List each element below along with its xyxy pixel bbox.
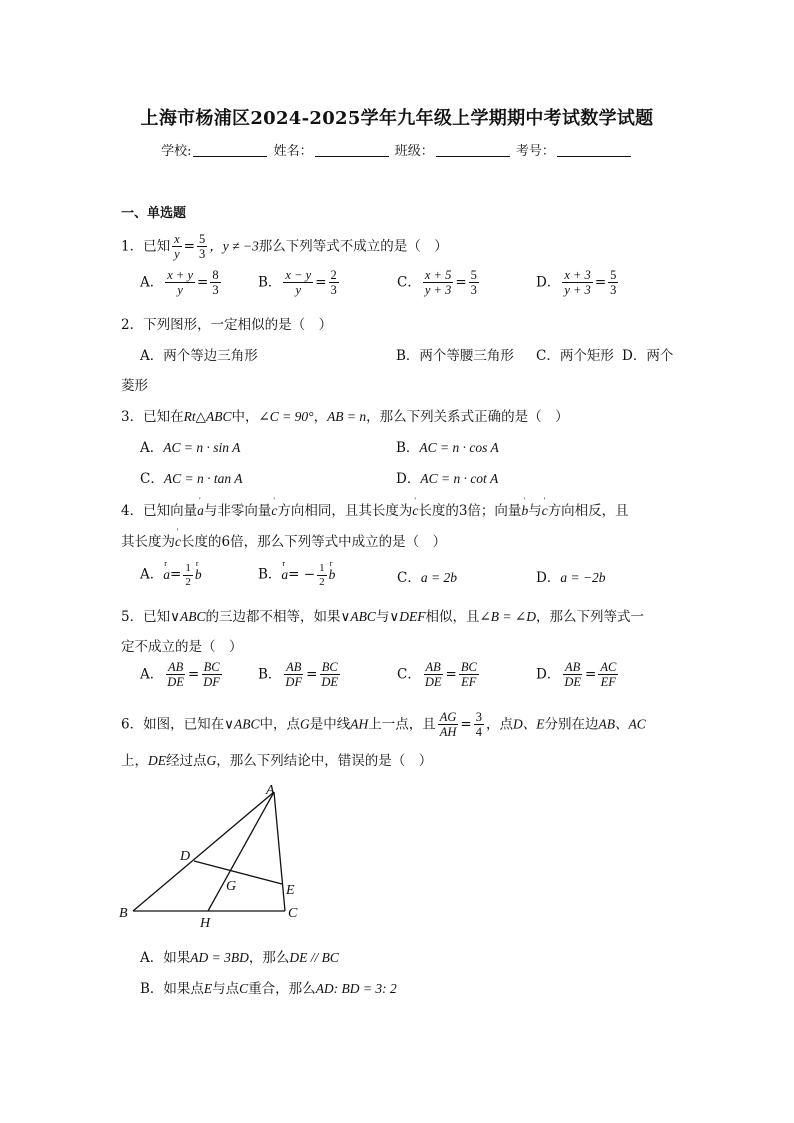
page-title: 上海市杨浦区2024-2025学年九年级上学期期中考试数学试题 <box>140 108 654 129</box>
q1-cond-rhs <box>197 232 207 262</box>
frac-num: x + 3 <box>564 268 591 282</box>
point-c: C <box>239 981 249 996</box>
frac-num: BC <box>460 660 477 674</box>
frac-den: y <box>295 283 302 298</box>
q6-text: ，那么下列结论中，错误的是（ ） <box>216 753 433 769</box>
name-blank <box>315 144 389 157</box>
q6-text: 6．如图，已知在 <box>121 716 225 733</box>
label-d: D <box>180 849 191 864</box>
question-4-stem-line1 <box>121 499 629 519</box>
q3-tail: ，那么下列关系式正确的是（ ） <box>366 409 569 425</box>
vector-c: ' c <box>412 503 418 519</box>
frac-den: DE <box>167 675 184 690</box>
q1-rhs-num: 5 <box>198 232 206 246</box>
option-label: D． <box>536 666 561 683</box>
option-label: B．如果点 <box>140 981 204 997</box>
frac-num: 1 <box>185 562 191 574</box>
q4-option-a[interactable] <box>140 562 202 588</box>
vector-a: r a <box>281 567 288 583</box>
option-label: A． <box>140 566 164 583</box>
frac-den: 3 <box>330 283 337 298</box>
option-label: D． <box>396 471 421 487</box>
option-text: ，那么 <box>248 950 290 966</box>
label-a: A <box>266 783 275 798</box>
frac-num: AB <box>286 660 302 674</box>
side-ac <box>274 792 285 911</box>
fraction <box>459 660 479 690</box>
q5-option-b[interactable]: B． $\frac{AB}{DF}$ = $\frac{BC}{DE}$ <box>258 660 339 690</box>
option-label: A． <box>140 274 164 291</box>
vector-b: r b <box>329 567 336 583</box>
class-label: 班级： <box>394 144 434 159</box>
q5-text: 的三边都不相等，如果 <box>205 609 341 625</box>
vector-c: ' c <box>542 503 548 519</box>
triangle-abc: ∨ABC <box>224 716 260 732</box>
q1-rhs-den: 3 <box>198 247 206 262</box>
eq: = <box>170 566 182 583</box>
q4-text: 与非零向量 <box>203 503 272 519</box>
segment-de: DE <box>148 753 166 768</box>
school-label: 学校: <box>161 144 192 159</box>
frac-num: x − y <box>285 268 312 282</box>
label-h: H <box>200 916 211 931</box>
frac-num: AB <box>167 660 184 674</box>
q4-text: 方向相同，且其长度为 <box>277 503 413 519</box>
q2-option-a[interactable]: A．两个等边三角形 <box>140 348 258 364</box>
option-fraction <box>165 268 195 298</box>
frac-den: AH <box>439 725 457 740</box>
frac-den: DE <box>424 675 442 690</box>
point-e: E <box>203 981 213 996</box>
question-3-stem <box>121 405 569 425</box>
frac-den: 3 <box>212 283 219 298</box>
q2-option-b[interactable]: B．两个等腰三角形 <box>396 348 514 364</box>
frac-num: AB <box>425 660 441 674</box>
label-g: G <box>226 879 237 894</box>
q4-text: 长度的3倍；向量 <box>418 503 522 519</box>
q3-ab: AB = n <box>327 409 367 424</box>
vector-a: ' a <box>197 503 204 519</box>
q1-cond2: ，y ≠ −3 <box>209 238 259 254</box>
q4-text: 4．已知向量 <box>121 503 198 519</box>
option-label: B． <box>258 666 282 683</box>
q4-text: 其长度为 <box>121 534 175 550</box>
name-label: 姓名： <box>273 144 313 159</box>
frac-num: 3 <box>475 710 482 724</box>
option-fraction <box>423 268 453 298</box>
q6-option-a[interactable] <box>140 946 339 966</box>
question-5-stem-line2: 定不成立的是（ ） <box>121 639 243 655</box>
label-c: C <box>288 906 298 921</box>
frac-den: 3 <box>470 283 477 298</box>
option-text: 重合，那么 <box>248 981 316 997</box>
option-rhs <box>329 268 339 298</box>
option-label: B． <box>396 440 420 456</box>
option-label: A．如果 <box>140 950 191 966</box>
q1-lead: 1．已知 <box>121 238 171 255</box>
option-label: C． <box>397 666 421 683</box>
option-rhs <box>210 268 220 298</box>
ratio-fraction <box>438 710 459 740</box>
number-label: 考号： <box>515 144 555 159</box>
segment-ah: AH <box>350 716 369 732</box>
fraction <box>283 660 304 690</box>
frac-den: y <box>177 283 183 298</box>
option-fraction <box>283 268 313 298</box>
ratio-value <box>474 710 484 740</box>
frac-den: 2 <box>319 575 325 588</box>
q2-option-d-wrap: 菱形 <box>121 378 148 394</box>
fraction <box>423 660 444 690</box>
question-5-stem-line1 <box>121 605 644 625</box>
q2-option-d[interactable]: D．两个 <box>622 348 674 364</box>
option-label: B． <box>258 274 282 291</box>
q5-text: 相似，且 <box>425 609 480 625</box>
triangle-abc: ∨ABC <box>170 609 206 624</box>
fraction <box>562 660 583 690</box>
option-text: AC = n · cot A <box>420 471 499 486</box>
q3-lead: 3．已知在 <box>121 409 184 425</box>
option-label: C． <box>397 570 421 586</box>
q1-option-d[interactable]: D． $\frac{x + 3}{y + 3}$ = $\frac{5}{3}$ <box>536 268 617 298</box>
point-g: G <box>299 716 310 732</box>
vector-a: r a <box>163 567 170 583</box>
option-text: AC = n · tan A <box>163 471 243 486</box>
q3-angle: ∠C = 90° <box>258 409 314 424</box>
q6-text: 经过点 <box>166 753 207 769</box>
option-cond: AD = 3BD <box>190 950 249 965</box>
frac-num: 8 <box>212 268 219 282</box>
q1-option-a[interactable]: A． $\frac{x + y}{y}$ = $\frac{8}{3}$ <box>140 268 219 298</box>
option-text: a = 2b <box>420 570 457 585</box>
triangle-figure <box>112 776 312 931</box>
q4-text: 方向相反，且 <box>547 503 629 519</box>
q2-option-c[interactable]: C．两个矩形 <box>536 348 614 364</box>
frac-num: 5 <box>610 268 617 282</box>
option-label: C． <box>397 274 421 291</box>
fraction <box>201 660 222 690</box>
question-2-stem: 2．下列图形，一定相似的是（ ） <box>121 317 333 333</box>
q6-text: 分别在边 <box>544 716 599 733</box>
q6-text: 是中线 <box>309 716 351 733</box>
frac-den: 4 <box>475 725 482 740</box>
option-text: 与点 <box>212 981 240 997</box>
triangle-abc: ∨ABC <box>340 609 376 624</box>
option-result: AD: BD = 3: 2 <box>315 981 397 996</box>
frac-den: 2 <box>185 575 191 588</box>
option-label: D． <box>536 570 561 586</box>
label-e: E <box>286 883 295 898</box>
q5-option-d[interactable]: D． $\frac{AB}{DE}$ = $\frac{AC}{EF}$ <box>536 660 617 690</box>
frac-num: AC <box>600 660 617 674</box>
frac-den: DF <box>285 675 303 690</box>
school-blank <box>193 144 267 157</box>
q5-text: 5．已知 <box>121 609 171 625</box>
triangle-def: ∨DEF <box>389 609 426 624</box>
label-b: B <box>119 906 128 921</box>
q3-mid: 中， <box>231 409 259 425</box>
frac-num: BC <box>203 660 220 674</box>
median-ah <box>208 792 274 911</box>
vector-b: ' b <box>521 503 528 519</box>
half-fraction <box>183 562 193 588</box>
option-label: B． <box>258 566 282 583</box>
frac-num: BC <box>321 660 338 674</box>
sides-ab-ac: AB、AC <box>598 716 646 732</box>
q1-cond-fraction <box>172 232 182 262</box>
q3-sep: ， <box>313 409 328 425</box>
half-fraction <box>317 562 327 588</box>
section-title: 一、单选题 <box>121 206 187 221</box>
q6-text: 上一点，且 <box>368 716 436 733</box>
option-label: D． <box>536 274 561 291</box>
option-label: A． <box>140 440 164 456</box>
q6-option-b[interactable] <box>140 977 397 997</box>
option-text: AC = n · sin A <box>163 440 241 455</box>
option-fraction <box>562 268 592 298</box>
q4-option-b[interactable] <box>258 562 335 588</box>
q1-option-b[interactable]: B． $\frac{x - y}{y}$ = $\frac{2}{3}$ <box>258 268 337 298</box>
points-de: D、E <box>512 716 545 732</box>
q1-cond-num: x <box>174 232 180 246</box>
q3-option-b[interactable] <box>396 436 499 456</box>
frac-num: x + 5 <box>424 268 452 282</box>
side-ab <box>133 792 274 911</box>
frac-num: 5 <box>470 268 477 282</box>
question-6-stem-line1: 6．如图，已知在∨ABC中，点G是中线AH上一点，且 $\frac{AG}{AH}$ = $\frac{3}{4}$ ，点D、E分别在边AB、AC <box>121 710 646 740</box>
frac-num: AB <box>565 660 581 674</box>
q5-option-a[interactable]: A． $\frac{AB}{DE}$ = $\frac{BC}{DF}$ <box>140 660 220 690</box>
number-blank <box>557 144 631 157</box>
vector-c: ' c <box>175 534 181 550</box>
q4-text: 与 <box>528 503 542 519</box>
frac-den: EF <box>600 675 616 690</box>
option-rhs <box>608 268 618 298</box>
option-text: a = −2b <box>560 570 606 585</box>
q3-triangle: Rt△ABC <box>183 409 232 424</box>
q1-tail: 那么下列等式不成立的是（ ） <box>258 238 448 255</box>
q5-text: ，那么下列等式一 <box>535 609 644 625</box>
segment-de <box>194 861 282 884</box>
frac-den: DE <box>564 675 581 690</box>
q4-option-d[interactable] <box>536 566 606 586</box>
frac-den: 3 <box>610 283 617 298</box>
question-1-stem: 1．已知 $\frac{x}{y}$ = $\frac{5}{3}$ ，y ≠ −3那么下列等式不成立的是（ ） <box>121 232 448 262</box>
vector-c: ' c <box>271 503 277 519</box>
q1-cond-den: y <box>174 247 180 262</box>
q3-option-c[interactable] <box>140 467 242 487</box>
frac-num: 1 <box>319 562 325 574</box>
q1-option-c[interactable]: C． $\frac{x + 5}{y + 3}$ = $\frac{5}{3}$ <box>397 268 477 298</box>
fraction <box>319 660 340 690</box>
fraction <box>165 660 186 690</box>
option-result: DE // BC <box>289 950 339 965</box>
frac-den: EF <box>461 675 477 690</box>
q4-text: 长度的6倍，那么下列等式中成立的是（ ） <box>181 534 447 550</box>
option-label: C． <box>140 471 164 487</box>
frac-den: DE <box>321 675 339 690</box>
question-4-stem-line2 <box>121 530 446 550</box>
q5-option-c[interactable]: C． $\frac{AB}{DE}$ = $\frac{BC}{EF}$ <box>397 660 477 690</box>
option-text: AC = n · cos A <box>419 440 499 455</box>
q5-text: 与 <box>375 609 390 625</box>
question-6-stem-line2 <box>121 749 432 769</box>
vector-b: r b <box>195 567 202 583</box>
frac-num: AG <box>439 710 457 724</box>
q3-option-a[interactable] <box>140 436 240 456</box>
q6-text: ，点 <box>485 716 513 733</box>
option-rhs <box>469 268 479 298</box>
class-blank <box>436 144 510 157</box>
option-label: A． <box>140 666 164 683</box>
frac-den: DF <box>203 675 220 690</box>
q6-text: 中，点 <box>259 716 300 733</box>
student-info-row <box>0 140 794 159</box>
frac-den: y + 3 <box>564 283 591 298</box>
frac-den: y + 3 <box>424 283 452 298</box>
q3-option-d[interactable] <box>396 467 498 487</box>
q6-text: 上， <box>121 753 148 769</box>
eq: = − <box>288 566 316 583</box>
point-g: G <box>206 753 217 768</box>
q5-condition: ∠B = ∠D <box>479 609 536 624</box>
frac-num: x + y <box>167 268 194 282</box>
q4-option-c[interactable] <box>397 566 457 586</box>
frac-num: 2 <box>330 268 337 282</box>
fraction <box>598 660 618 690</box>
